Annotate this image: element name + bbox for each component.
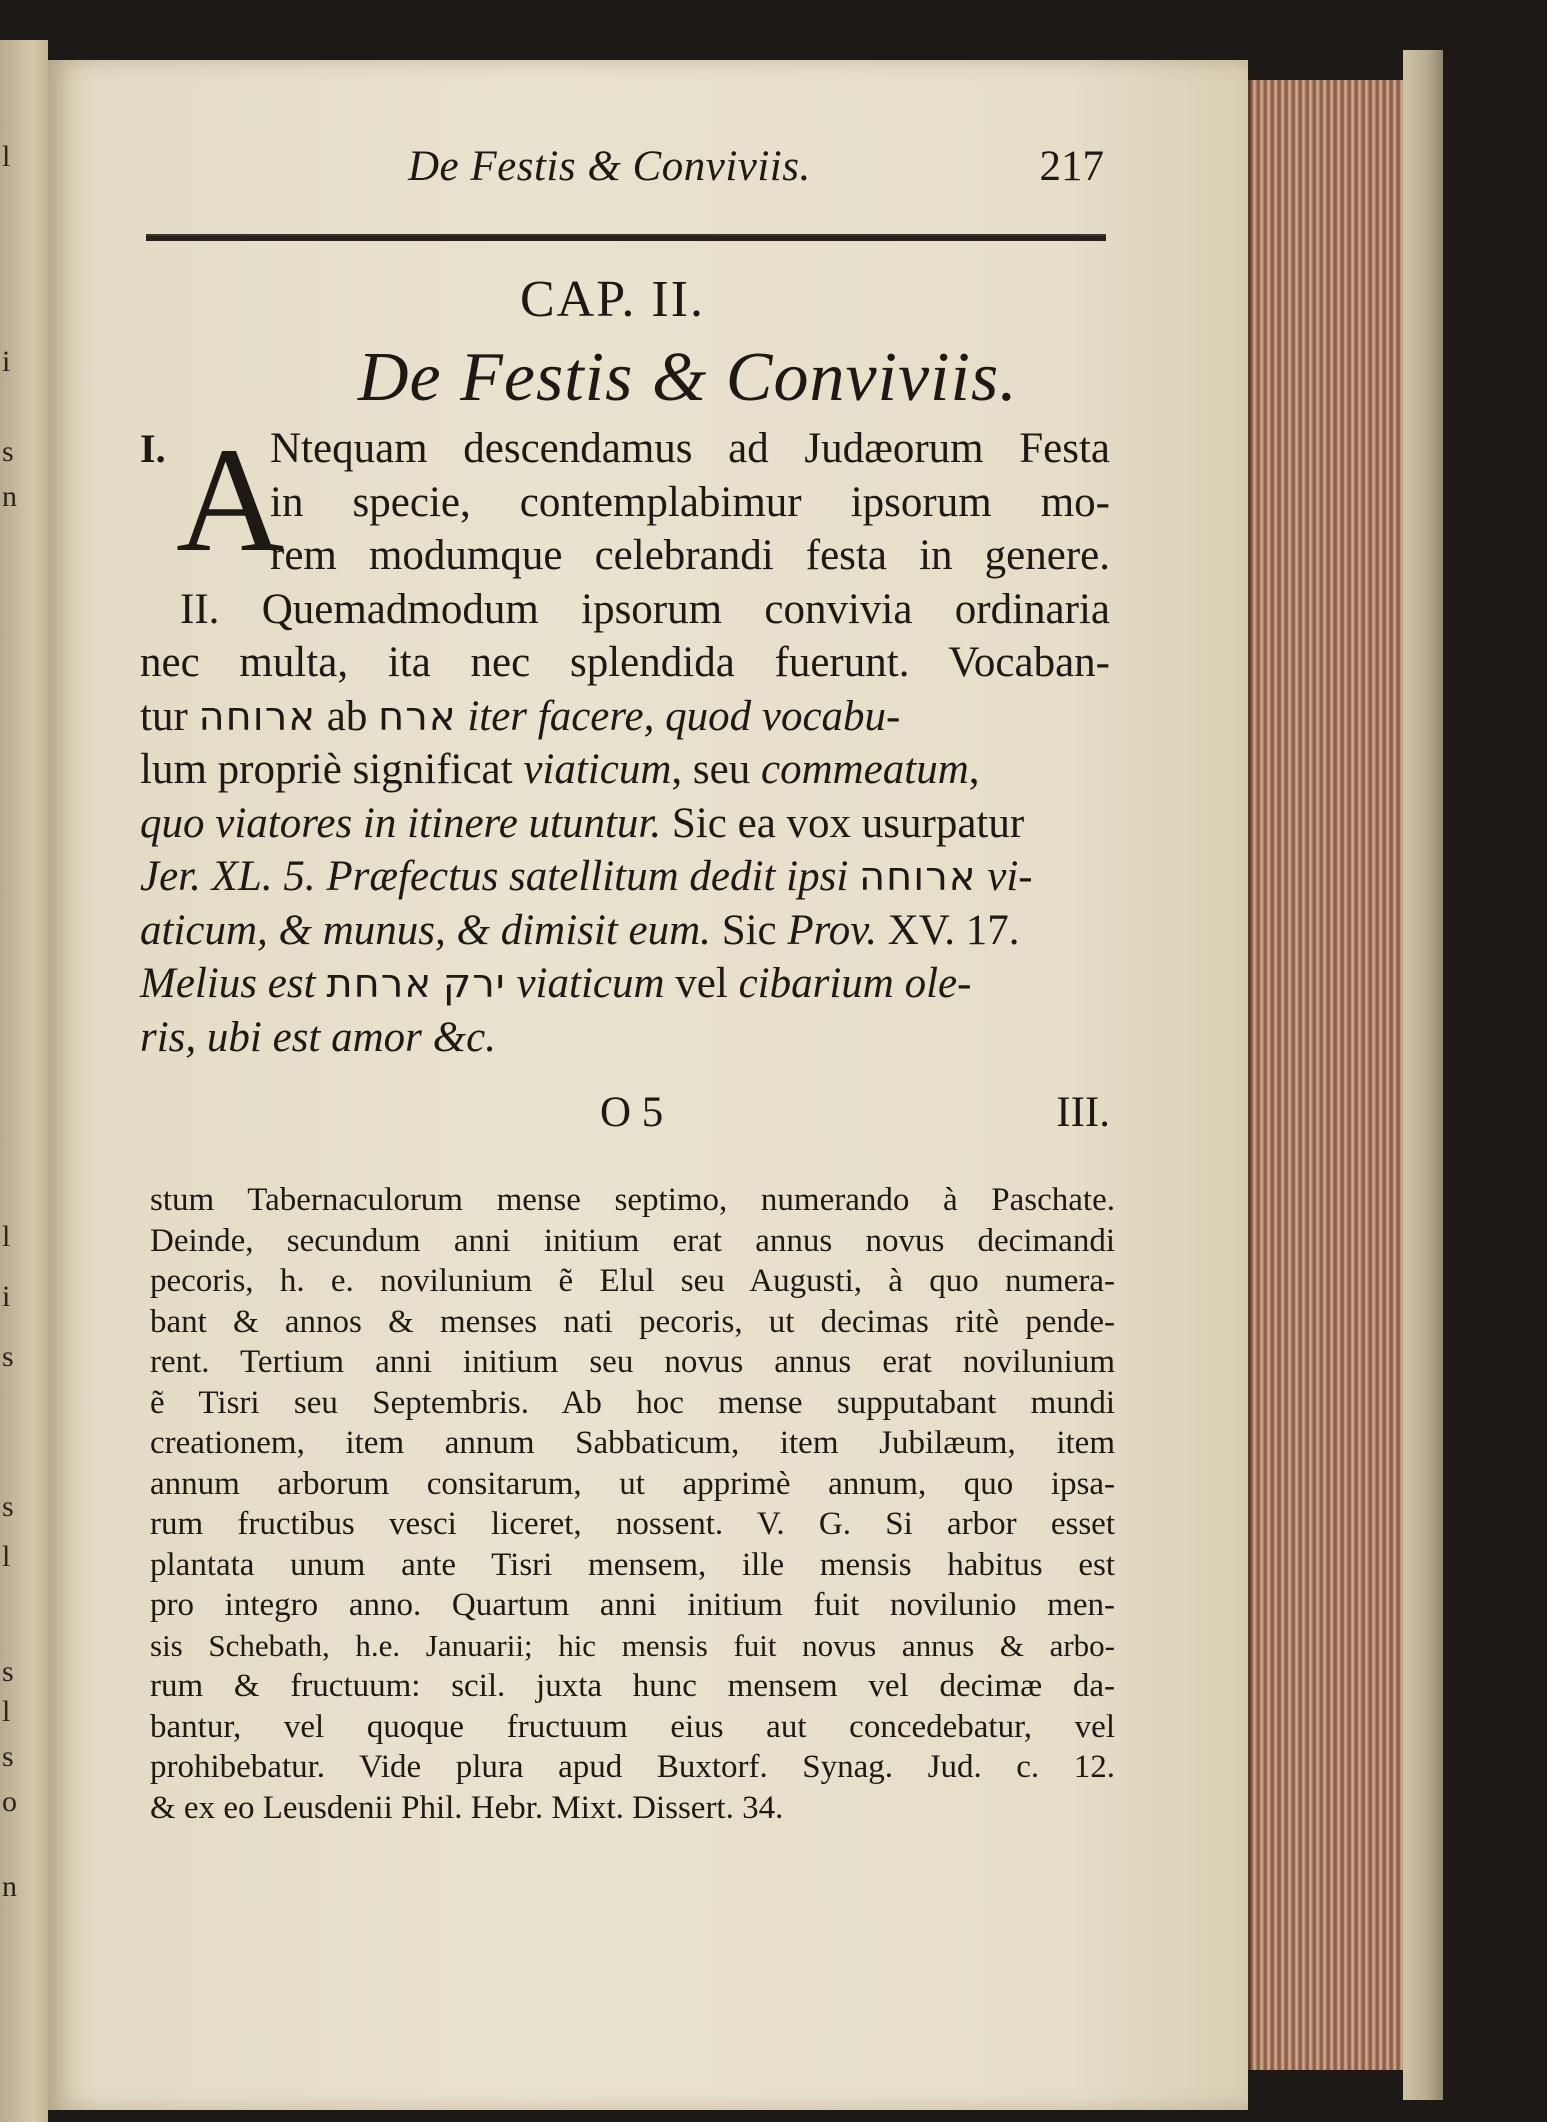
footnote-line: bant & annos & menses nati pecoris, ut decimas ritè pende- — [150, 1303, 1115, 1340]
text-run: Jer. XL. 5. — [140, 853, 327, 900]
running-head-title: De Festis & Conviviis. — [408, 143, 811, 190]
edge-char: l — [2, 1540, 11, 1573]
facing-page-edge — [0, 40, 48, 2122]
hebrew-word: ארוחה — [198, 693, 317, 740]
text-run: Sic ea vox usurpatur — [661, 799, 1025, 847]
running-head — [150, 142, 1110, 192]
text-line: in specie, contemplabimur ipsorum mo- — [270, 478, 1110, 526]
text-run: aticum, & munus, & dimisit eum. — [140, 906, 711, 954]
upper-text-block — [140, 417, 1110, 1064]
edge-char: l — [2, 1695, 11, 1728]
text-line: nec multa, ita nec splendida fuerunt. Vocaban- — [140, 639, 1110, 686]
text-line: rem modumque celebrandi festa in genere. — [270, 532, 1110, 579]
hebrew-word: ארח — [378, 693, 457, 740]
text-run: viaticum — [505, 960, 665, 1007]
footnote-line: & ex eo Leusdenii Phil. Hebr. Mixt. Dissert. 34. — [150, 1789, 784, 1826]
footnote-line: pro integro anno. Quartum anni initium fuit novilunio men- — [150, 1587, 1115, 1623]
paragraph-number: I. — [140, 426, 166, 471]
text-run: lum propriè significat — [140, 746, 524, 793]
page-number: 217 — [1039, 143, 1104, 190]
text-run: iter facere, quod vocabu- — [456, 692, 901, 740]
chapter-title: De Festis & Conviviis. — [358, 339, 1018, 416]
text-line — [140, 850, 1110, 904]
footnote-line: Deinde, secundum anni initium erat annus novus decimandi — [150, 1222, 1115, 1259]
text-line: Ntequam descendamus ad Judæorum Festa — [270, 425, 1110, 472]
text-line — [140, 957, 1110, 1011]
text-run: Prov. — [787, 906, 877, 954]
footnote-line: ẽ Tisri seu Septembris. Ab hoc mense supputabant mundi — [150, 1384, 1115, 1421]
book-cover-board — [1403, 50, 1443, 2100]
text-run: commeatum — [760, 746, 969, 793]
catchword: III. — [1056, 1089, 1110, 1136]
footnote-line: pecoris, h. e. novilunium ẽ Elul seu Augusti, à quo numera- — [150, 1263, 1115, 1299]
signature-mark: O 5 — [600, 1089, 664, 1136]
text-line — [140, 797, 1110, 851]
footnote-block — [150, 1180, 1115, 1828]
text-run: vi- — [976, 853, 1033, 900]
text-run: quo viatores in itinere utuntur. — [140, 799, 662, 847]
edge-char: i — [2, 345, 11, 378]
footnote-line: annum arborum consitarum, ut apprimè annum, quo ipsa- — [150, 1465, 1115, 1502]
text-run: tur — [140, 692, 199, 740]
edge-char: l — [2, 140, 11, 173]
text-run: Melius est — [140, 960, 327, 1007]
footnote-line: rum fructibus vesci liceret, nossent. V. G. Si arbor esset — [150, 1506, 1115, 1542]
footnote-line: stum Tabernaculorum mense septimo, numerando à Paschate. — [150, 1182, 1115, 1218]
text-run: ab — [316, 692, 379, 740]
edge-char: s — [2, 1655, 14, 1688]
footnote-line: rum & fructuum: scil. juxta hunc mensem vel decimæ da- — [150, 1668, 1115, 1704]
hebrew-word: ארוחה — [859, 854, 977, 900]
hebrew-word: ארחת — [326, 961, 433, 1007]
text-run: , — [968, 746, 980, 793]
head-rule — [146, 236, 1106, 241]
text-run: vel — [664, 960, 739, 1007]
paragraph-2 — [140, 583, 1110, 1065]
page-block-edges — [1248, 80, 1406, 2070]
edge-char: n — [2, 480, 17, 513]
footnote-line: sis Schebath, h.e. Januarii; hic mensis fuit novus annus & arbo- — [150, 1627, 1115, 1663]
chapter-number: CAP. II. — [520, 271, 706, 328]
edge-char: s — [2, 1740, 14, 1773]
footnote-line: creationem, item annum Sabbaticum, item Jubilæum, item — [150, 1425, 1115, 1461]
text-run: ris, ubi est amor &c. — [140, 1013, 496, 1061]
text-run: cibarium ole- — [738, 960, 972, 1007]
text-line — [140, 583, 1110, 637]
edge-char: s — [2, 1340, 14, 1373]
edge-char: s — [2, 1490, 14, 1523]
footnote-line: prohibebatur. Vide plura apud Buxtorf. Synag. Jud. c. 12. — [150, 1749, 1115, 1785]
footnote-line: rent. Tertium anni initium seu novus annus erat novilunium — [150, 1344, 1115, 1380]
catchline — [140, 1088, 1110, 1138]
edge-char: s — [2, 435, 14, 468]
footnote-line: bantur, vel quoque fructuum eius aut concedebatur, vel — [150, 1708, 1115, 1745]
text-run: Præfectus satellitum dedit ipsi — [326, 853, 849, 900]
text-line — [140, 690, 1110, 744]
drop-cap: A — [176, 417, 285, 583]
text-line — [140, 743, 1110, 797]
paragraph-1 — [140, 417, 1110, 583]
text-run: , seu — [671, 746, 761, 793]
text-line — [140, 1011, 1110, 1065]
edge-char: i — [2, 1280, 11, 1313]
text-run: Sic — [710, 906, 788, 954]
hebrew-word: ירק — [442, 961, 506, 1007]
edge-char: l — [2, 1220, 11, 1253]
text-run: viaticum — [523, 746, 672, 793]
edge-char: o — [2, 1785, 17, 1818]
edge-char: n — [2, 1870, 17, 1903]
text-run: XV. 17. — [876, 906, 1020, 954]
footnote-line: plantata unum ante Tisri mensem, ille mensis habitus est — [150, 1546, 1115, 1583]
text-run: II. Quemadmodum ipsorum convivia ordinaria — [180, 585, 1110, 633]
text-line — [140, 904, 1110, 958]
